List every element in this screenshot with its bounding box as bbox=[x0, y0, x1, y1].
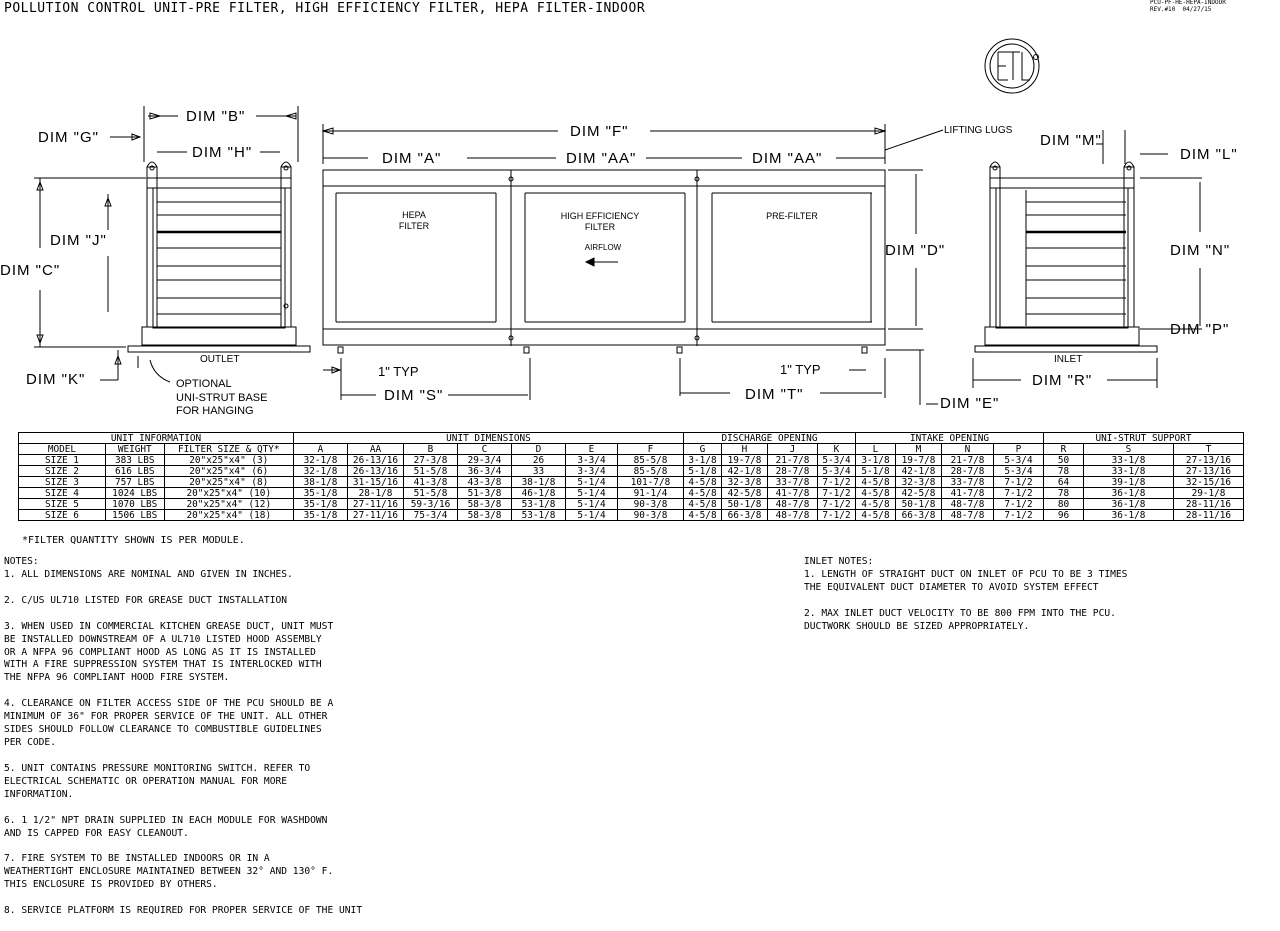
table-cell: 53-1/8 bbox=[512, 510, 566, 521]
table-cell: 4-5/8 bbox=[684, 488, 722, 499]
table-cell: 78 bbox=[1044, 488, 1084, 499]
column-header: FILTER SIZE & QTY* bbox=[164, 444, 293, 455]
table-cell: 33-1/8 bbox=[1084, 455, 1174, 466]
table-cell: 5-1/4 bbox=[566, 510, 618, 521]
table-cell: 28-11/16 bbox=[1174, 499, 1244, 510]
notes-section bbox=[4, 556, 444, 931]
dim-l-label: DIM "L" bbox=[1180, 146, 1238, 163]
table-cell: 1070 LBS bbox=[105, 499, 164, 510]
table-cell: 33 bbox=[512, 466, 566, 477]
main-side-view bbox=[323, 170, 885, 353]
table-cell: 5-3/4 bbox=[994, 466, 1044, 477]
table-cell: 7-1/2 bbox=[994, 510, 1044, 521]
typ-label-2: 1" TYP bbox=[780, 362, 821, 377]
notes-title: NOTES: bbox=[4, 556, 39, 567]
group-intake-opening: INTAKE OPENING bbox=[856, 433, 1044, 444]
column-header: WEIGHT bbox=[105, 444, 164, 455]
table-row bbox=[19, 488, 1244, 499]
inlet-notes-section bbox=[804, 556, 1244, 647]
airflow-label: AIRFLOW bbox=[584, 243, 622, 252]
table-cell: 27-3/8 bbox=[404, 455, 458, 466]
outlet-end-view bbox=[128, 162, 310, 352]
table-cell: 5-1/8 bbox=[684, 466, 722, 477]
right-dimension-lines bbox=[973, 130, 1202, 388]
table-cell: 4-5/8 bbox=[856, 510, 896, 521]
column-header: P bbox=[994, 444, 1044, 455]
table-cell: 50-1/8 bbox=[722, 499, 768, 510]
inlet-note-item: 2. MAX INLET DUCT VELOCITY TO BE 800 FPM INTO THE PCU. DUCTWORK SHOULD BE SIZED APPROPRIATELY. bbox=[804, 607, 1116, 632]
table-cell: 85-5/8 bbox=[618, 466, 684, 477]
dim-k-label: DIM "K" bbox=[26, 371, 86, 388]
table-cell: 101-7/8 bbox=[618, 477, 684, 488]
table-cell: 20"x25"x4" (6) bbox=[164, 466, 293, 477]
group-unit-information: UNIT INFORMATION bbox=[19, 433, 294, 444]
dim-c-label: DIM "C" bbox=[0, 262, 61, 279]
table-cell: 90-3/8 bbox=[618, 499, 684, 510]
table-cell: 4-5/8 bbox=[856, 499, 896, 510]
table-cell: 28-7/8 bbox=[942, 466, 994, 477]
table-cell: 3-1/8 bbox=[684, 455, 722, 466]
table-cell: 26 bbox=[512, 455, 566, 466]
table-cell: 20"x25"x4" (12) bbox=[164, 499, 293, 510]
table-cell: 51-5/8 bbox=[404, 466, 458, 477]
table-cell: 4-5/8 bbox=[684, 477, 722, 488]
table-cell: 91-1/4 bbox=[618, 488, 684, 499]
table-cell: 27-11/16 bbox=[348, 510, 404, 521]
table-cell: 50 bbox=[1044, 455, 1084, 466]
table-cell: 58-3/8 bbox=[458, 499, 512, 510]
dim-s-label: DIM "S" bbox=[384, 387, 444, 404]
dim-e-label: DIM "E" bbox=[940, 395, 1000, 412]
table-cell: 7-1/2 bbox=[994, 477, 1044, 488]
table-cell: 66-3/8 bbox=[896, 510, 942, 521]
table-cell: SIZE 6 bbox=[19, 510, 106, 521]
dim-h-label: DIM "H" bbox=[192, 144, 253, 161]
table-cell: 1024 LBS bbox=[105, 488, 164, 499]
column-header: B bbox=[404, 444, 458, 455]
table-cell: 42-5/8 bbox=[896, 488, 942, 499]
table-cell: 20"x25"x4" (18) bbox=[164, 510, 293, 521]
table-cell: 36-1/8 bbox=[1084, 488, 1174, 499]
note-item: 7. FIRE SYSTEM TO BE INSTALLED INDOORS OR IN A WEATHERTIGHT ENCLOSURE MAINTAINED BETWEEN 32° AND 130° F. THIS ENCLOSURE IS PROVIDED BY OTHERS. bbox=[4, 853, 334, 891]
table-cell: 85-5/8 bbox=[618, 455, 684, 466]
table-cell: 7-1/2 bbox=[818, 499, 856, 510]
column-header: AA bbox=[348, 444, 404, 455]
dim-t-label: DIM "T" bbox=[745, 386, 804, 403]
table-cell: 27-13/16 bbox=[1174, 466, 1244, 477]
table-cell: 42-5/8 bbox=[722, 488, 768, 499]
table-cell: 39-1/8 bbox=[1084, 477, 1174, 488]
dim-m-label: DIM "M" bbox=[1040, 132, 1102, 149]
table-cell: 33-1/8 bbox=[1084, 466, 1174, 477]
table-cell: 43-3/8 bbox=[458, 477, 512, 488]
dim-d-label: DIM "D" bbox=[885, 242, 946, 259]
drawing-title: POLLUTION CONTROL UNIT-PRE FILTER, HIGH EFFICIENCY FILTER, HEPA FILTER-INDOOR bbox=[4, 1, 646, 16]
table-cell: 48-7/8 bbox=[768, 510, 818, 521]
high-efficiency-filter-label: HIGH EFFICIENCY FILTER bbox=[560, 211, 640, 232]
table-cell: 5-1/4 bbox=[566, 488, 618, 499]
outlet-label: OUTLET bbox=[200, 354, 240, 365]
note-item: 4. CLEARANCE ON FILTER ACCESS SIDE OF THE PCU SHOULD BE A MINIMUM OF 36" FOR PROPER SERVICE OF THE UNIT. ALL OTHER SIDES SHOULD FOLLOW CLEARANCE TO COMBUSTIBLE GUIDELINES PER CODE. bbox=[4, 698, 334, 748]
note-item: 5. UNIT CONTAINS PRESSURE MONITORING SWITCH. REFER TO ELECTRICAL SCHEMATIC OR OPERATION MANUAL FOR MORE INFORMATION. bbox=[4, 762, 311, 800]
inlet-notes-title: INLET NOTES: bbox=[804, 556, 874, 567]
table-cell: 7-1/2 bbox=[818, 510, 856, 521]
table-cell: 41-7/8 bbox=[942, 488, 994, 499]
table-cell: 19-7/8 bbox=[722, 455, 768, 466]
column-header: L bbox=[856, 444, 896, 455]
table-cell: 41-3/8 bbox=[404, 477, 458, 488]
table-cell: 50-1/8 bbox=[896, 499, 942, 510]
table-cell: 26-13/16 bbox=[348, 455, 404, 466]
table-cell: 80 bbox=[1044, 499, 1084, 510]
table-cell: 5-3/4 bbox=[994, 455, 1044, 466]
table-cell: 616 LBS bbox=[105, 466, 164, 477]
pre-filter-label: PRE-FILTER bbox=[766, 211, 818, 221]
table-cell: 19-7/8 bbox=[896, 455, 942, 466]
column-header: D bbox=[512, 444, 566, 455]
table-cell: 42-1/8 bbox=[896, 466, 942, 477]
table-cell: 90-3/8 bbox=[618, 510, 684, 521]
group-unistrut-support: UNI-STRUT SUPPORT bbox=[1044, 433, 1244, 444]
column-header: J bbox=[768, 444, 818, 455]
dim-aa-label-1: DIM "AA" bbox=[566, 150, 637, 167]
unit-spec-table bbox=[18, 432, 1244, 521]
table-cell: 48-7/8 bbox=[768, 499, 818, 510]
inlet-label: INLET bbox=[1054, 354, 1083, 365]
table-row bbox=[19, 466, 1244, 477]
table-cell: 36-3/4 bbox=[458, 466, 512, 477]
table-group-row bbox=[19, 433, 1244, 444]
table-cell: 4-5/8 bbox=[684, 510, 722, 521]
table-cell: 757 LBS bbox=[105, 477, 164, 488]
table-cell: 78 bbox=[1044, 466, 1084, 477]
table-cell: 75-3/4 bbox=[404, 510, 458, 521]
table-cell: 20"x25"x4" (3) bbox=[164, 455, 293, 466]
column-header: T bbox=[1174, 444, 1244, 455]
column-header: S bbox=[1084, 444, 1174, 455]
table-cell: 42-1/8 bbox=[722, 466, 768, 477]
table-cell: 32-3/8 bbox=[896, 477, 942, 488]
lifting-lugs-label: LIFTING LUGS bbox=[944, 125, 1013, 136]
hepa-filter-label: HEPA FILTER bbox=[398, 210, 430, 231]
table-cell: 21-7/8 bbox=[768, 455, 818, 466]
table-cell: 41-7/8 bbox=[768, 488, 818, 499]
dim-n-label: DIM "N" bbox=[1170, 242, 1231, 259]
column-header: K bbox=[818, 444, 856, 455]
table-cell: 33-7/8 bbox=[768, 477, 818, 488]
table-header-row bbox=[19, 444, 1244, 455]
table-cell: 35-1/8 bbox=[294, 488, 348, 499]
dim-a-label: DIM "A" bbox=[382, 150, 442, 167]
dim-p-label: DIM "P" bbox=[1170, 321, 1230, 338]
table-cell: 5-1/8 bbox=[856, 466, 896, 477]
note-item: 3. WHEN USED IN COMMERCIAL KITCHEN GREASE DUCT, UNIT MUST BE INSTALLED DOWNSTREAM OF A UL710 LISTED HOOD ASSEMBLY OR A NFPA 96 COMPLIANT HOOD AS LONG AS IT IS INSTALLED WITH A FIRE SUPPRESSION SYSTEM THAT IS INTERLOCKED WITH THE NFPA 96 COMPLIANT HOOD FIRE SYSTEM. bbox=[4, 620, 334, 684]
table-cell: 4-5/8 bbox=[684, 499, 722, 510]
table-cell: 36-1/8 bbox=[1084, 499, 1174, 510]
table-cell: 27-13/16 bbox=[1174, 455, 1244, 466]
table-cell: 28-7/8 bbox=[768, 466, 818, 477]
table-row bbox=[19, 477, 1244, 488]
table-cell: 5-3/4 bbox=[818, 455, 856, 466]
table-cell: 7-1/2 bbox=[994, 488, 1044, 499]
table-cell: 33-7/8 bbox=[942, 477, 994, 488]
table-cell: 32-3/8 bbox=[722, 477, 768, 488]
table-cell: 59-3/16 bbox=[404, 499, 458, 510]
table-cell: 5-3/4 bbox=[818, 466, 856, 477]
table-cell: 7-1/2 bbox=[818, 477, 856, 488]
table-cell: 3-3/4 bbox=[566, 466, 618, 477]
table-cell: 36-1/8 bbox=[1084, 510, 1174, 521]
table-cell: 31-15/16 bbox=[348, 477, 404, 488]
table-cell: 32-1/8 bbox=[294, 455, 348, 466]
table-cell: 4-5/8 bbox=[856, 488, 896, 499]
dim-g-label: DIM "G" bbox=[38, 129, 99, 146]
table-cell: 383 LBS bbox=[105, 455, 164, 466]
table-body bbox=[19, 455, 1244, 521]
dim-f-label: DIM "F" bbox=[570, 123, 629, 140]
table-cell: 5-1/4 bbox=[566, 477, 618, 488]
column-header: M bbox=[896, 444, 942, 455]
note-item: 8. SERVICE PLATFORM IS REQUIRED FOR PROPER SERVICE OF THE UNIT bbox=[4, 905, 363, 917]
filter-footnote: *FILTER QUANTITY SHOWN IS PER MODULE. bbox=[22, 535, 245, 546]
dim-j-label: DIM "J" bbox=[50, 232, 107, 249]
table-cell: 64 bbox=[1044, 477, 1084, 488]
table-cell: 5-1/4 bbox=[566, 499, 618, 510]
table-cell: 29-3/4 bbox=[458, 455, 512, 466]
inlet-end-view bbox=[975, 162, 1157, 352]
table-row bbox=[19, 455, 1244, 466]
column-header: N bbox=[942, 444, 994, 455]
table-cell: SIZE 2 bbox=[19, 466, 106, 477]
dim-r-label: DIM "R" bbox=[1032, 372, 1093, 389]
table-cell: 96 bbox=[1044, 510, 1084, 521]
table-cell: 53-1/8 bbox=[512, 499, 566, 510]
dim-b-label: DIM "B" bbox=[186, 108, 246, 125]
table-cell: 21-7/8 bbox=[942, 455, 994, 466]
table-cell: 66-3/8 bbox=[722, 510, 768, 521]
group-unit-dimensions: UNIT DIMENSIONS bbox=[294, 433, 684, 444]
column-header: G bbox=[684, 444, 722, 455]
revision-label: REV.#10 04/27/15 bbox=[1150, 6, 1212, 13]
table-cell: 28-11/16 bbox=[1174, 510, 1244, 521]
table-row bbox=[19, 499, 1244, 510]
table-cell: 38-1/8 bbox=[512, 477, 566, 488]
column-header: H bbox=[722, 444, 768, 455]
table-cell: SIZE 3 bbox=[19, 477, 106, 488]
column-header: R bbox=[1044, 444, 1084, 455]
table-cell: 4-5/8 bbox=[856, 477, 896, 488]
drawing-number: PCU-PF-HE-HEPA-INDOOR bbox=[1150, 0, 1226, 6]
table-cell: 7-1/2 bbox=[994, 499, 1044, 510]
table-row bbox=[19, 510, 1244, 521]
table-cell: 26-13/16 bbox=[348, 466, 404, 477]
note-item: 1. ALL DIMENSIONS ARE NOMINAL AND GIVEN IN INCHES. bbox=[4, 568, 293, 580]
typ-label-1: 1" TYP bbox=[378, 364, 419, 379]
table-cell: 32-15/16 bbox=[1174, 477, 1244, 488]
table-cell: 7-1/2 bbox=[818, 488, 856, 499]
dim-aa-label-2: DIM "AA" bbox=[752, 150, 823, 167]
table-cell: SIZE 5 bbox=[19, 499, 106, 510]
table-cell: SIZE 4 bbox=[19, 488, 106, 499]
table-cell: 20"x25"x4" (10) bbox=[164, 488, 293, 499]
table-cell: 51-5/8 bbox=[404, 488, 458, 499]
table-cell: 35-1/8 bbox=[294, 499, 348, 510]
note-item: 2. C/US UL710 LISTED FOR GREASE DUCT INSTALLATION bbox=[4, 594, 288, 606]
table-cell: 27-11/16 bbox=[348, 499, 404, 510]
table-cell: 32-1/8 bbox=[294, 466, 348, 477]
column-header: E bbox=[566, 444, 618, 455]
table-cell: 29-1/8 bbox=[1174, 488, 1244, 499]
table-cell: 38-1/8 bbox=[294, 477, 348, 488]
column-header: C bbox=[458, 444, 512, 455]
table-cell: 58-3/8 bbox=[458, 510, 512, 521]
table-cell: 3-3/4 bbox=[566, 455, 618, 466]
column-header: F bbox=[618, 444, 684, 455]
column-header: A bbox=[294, 444, 348, 455]
table-cell: SIZE 1 bbox=[19, 455, 106, 466]
table-cell: 46-1/8 bbox=[512, 488, 566, 499]
table-cell: 35-1/8 bbox=[294, 510, 348, 521]
inlet-note-item: 1. LENGTH OF STRAIGHT DUCT ON INLET OF PCU TO BE 3 TIMES THE EQUIVALENT DUCT DIAMETER TO AVOID SYSTEM EFFECT bbox=[804, 568, 1128, 593]
table-cell: 48-7/8 bbox=[942, 499, 994, 510]
note-item: 6. 1 1/2" NPT DRAIN SUPPLIED IN EACH MODULE FOR WASHDOWN AND IS CAPPED FOR EASY CLEANOUT. bbox=[4, 814, 328, 839]
column-header: MODEL bbox=[19, 444, 106, 455]
table-cell: 3-1/8 bbox=[856, 455, 896, 466]
optional-unistrut-label: OPTIONAL UNI-STRUT BASE FOR HANGING bbox=[176, 378, 268, 417]
table-cell: 48-7/8 bbox=[942, 510, 994, 521]
table-cell: 28-1/8 bbox=[348, 488, 404, 499]
table-cell: 1506 LBS bbox=[105, 510, 164, 521]
table-cell: 51-3/8 bbox=[458, 488, 512, 499]
group-discharge-opening: DISCHARGE OPENING bbox=[684, 433, 856, 444]
table-cell: 20"x25"x4" (8) bbox=[164, 477, 293, 488]
etl-listed-logo bbox=[985, 39, 1039, 93]
